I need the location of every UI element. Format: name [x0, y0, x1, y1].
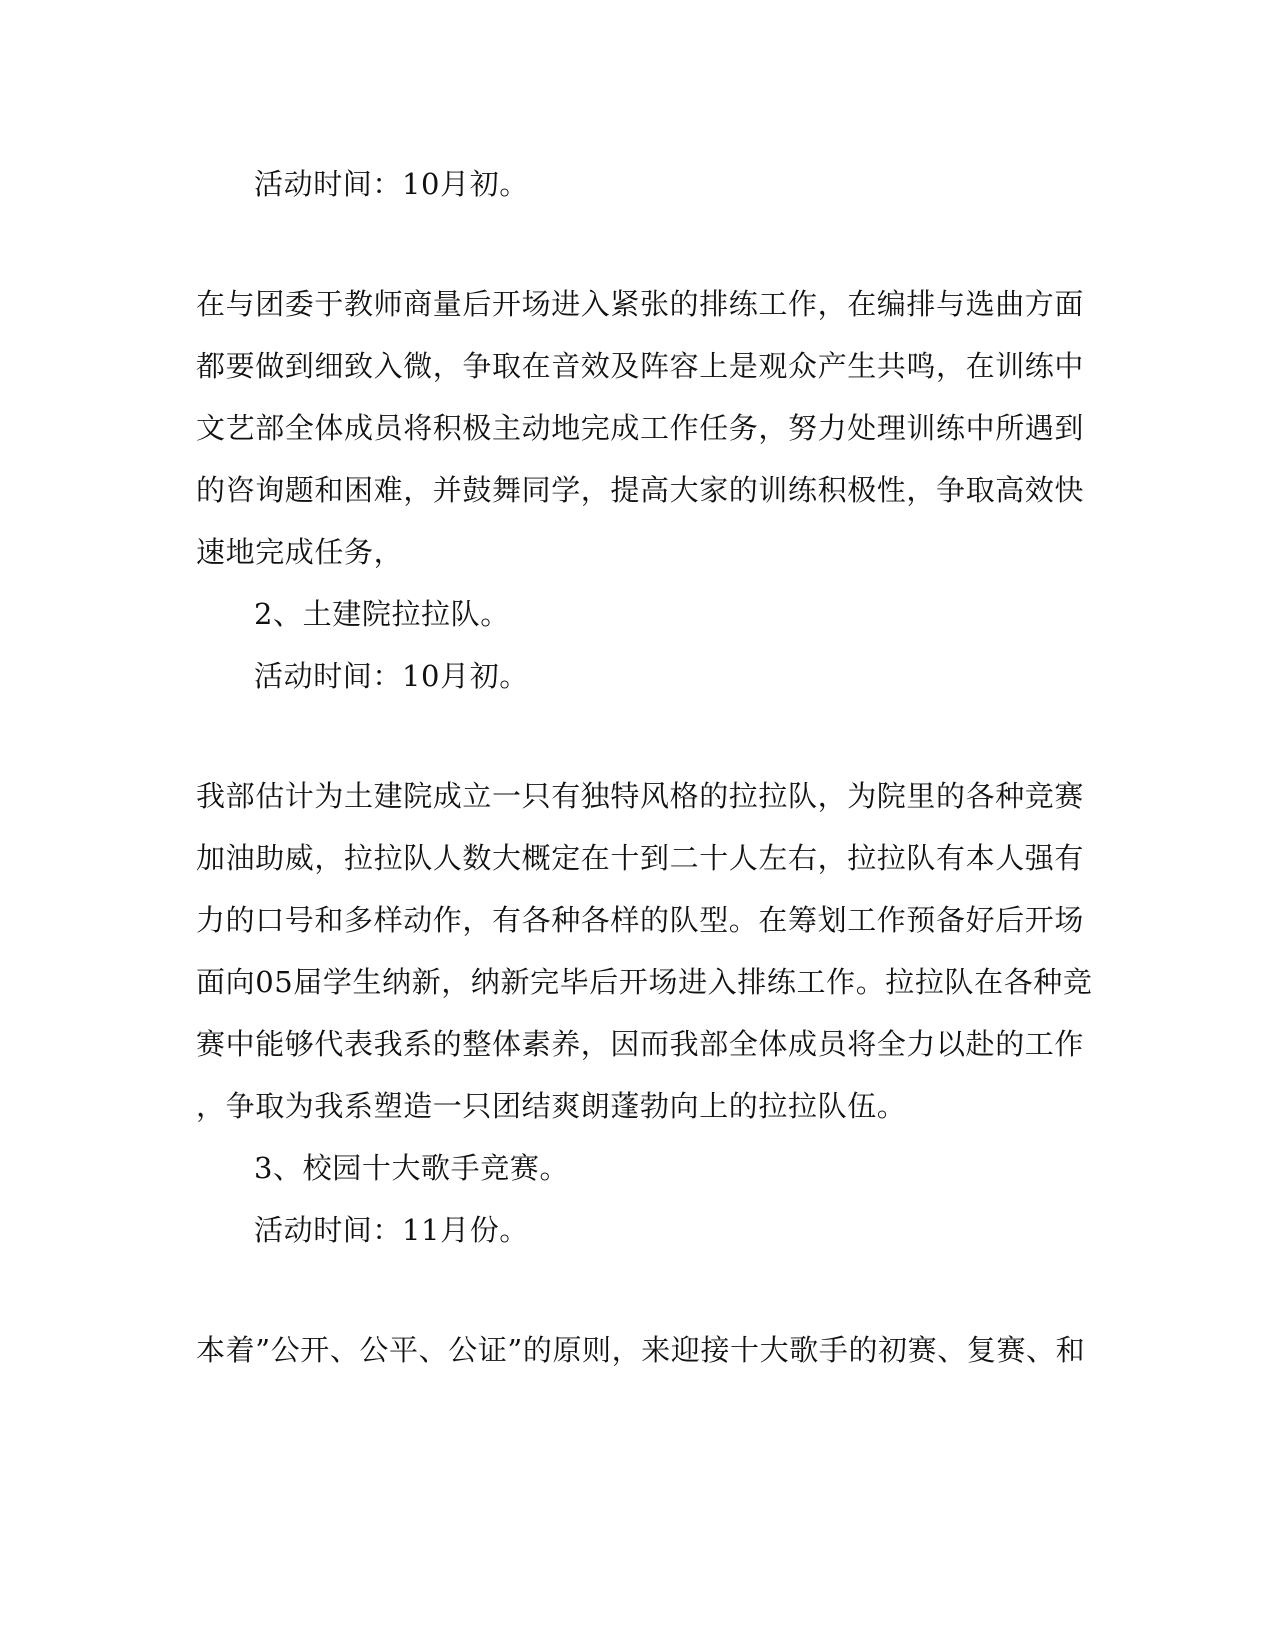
paragraph-line: 速地完成任务， [196, 535, 404, 569]
paragraph-line: 面向05届学生纳新，纳新完毕后开场进入排练工作。拉拉队在各种竞 [196, 965, 1093, 999]
paragraph-line: 文艺部全体成员将积极主动地完成工作任务，努力处理训练中所遇到 [196, 411, 1085, 445]
list-item-heading: 3、校园十大歌手竞赛。 [254, 1151, 570, 1185]
activity-time-line: 活动时间：10月初。 [254, 659, 529, 693]
paragraph-line: 本着”公开、公平、公证”的原则，来迎接十大歌手的初赛、复赛、和 [196, 1333, 1086, 1367]
activity-time-line: 活动时间：10月初。 [254, 167, 529, 201]
paragraph-line: 我部估计为土建院成立一只有独特风格的拉拉队，为院里的各种竞赛 [196, 779, 1085, 813]
paragraph-line: 在与团委于教师商量后开场进入紧张的排练工作，在编排与选曲方面 [196, 287, 1085, 321]
activity-time-line: 活动时间：11月份。 [254, 1213, 529, 1247]
paragraph-line: 力的口号和多样动作，有各种各样的队型。在筹划工作预备好后开场 [196, 903, 1085, 937]
paragraph-line: 加油助威，拉拉队人数大概定在十到二十人左右，拉拉队有本人强有 [196, 841, 1085, 875]
list-item-heading: 2、土建院拉拉队。 [254, 597, 510, 631]
paragraph-line: ，争取为我系塑造一只团结爽朗蓬勃向上的拉拉队伍。 [196, 1089, 907, 1123]
paragraph-line: 赛中能够代表我系的整体素养，因而我部全体成员将全力以赴的工作 [196, 1027, 1085, 1061]
paragraph-line: 的咨询题和困难，并鼓舞同学，提高大家的训练积极性，争取高效快 [196, 473, 1085, 507]
paragraph-line: 都要做到细致入微，争取在音效及阵容上是观众产生共鸣，在训练中 [196, 349, 1085, 383]
